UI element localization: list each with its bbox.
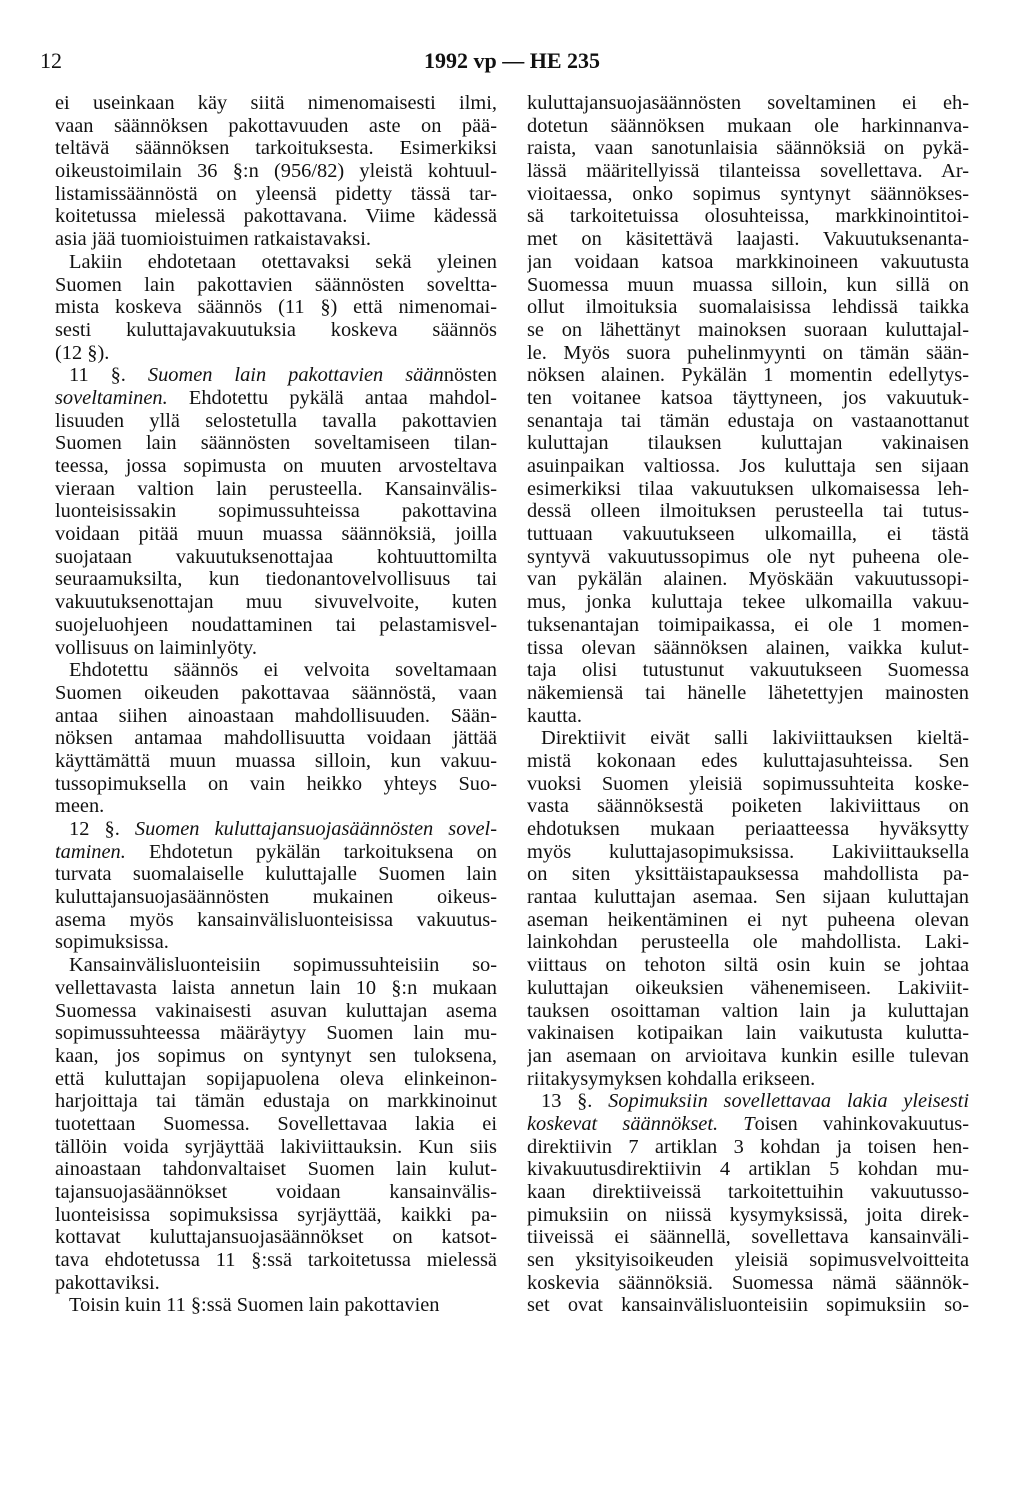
text-line: teltävä säännöksen tarkoituksesta. Esimerkiksi (55, 137, 497, 160)
text-line: vasta säännöksestä poiketen lakiviittaus on (527, 795, 969, 818)
text-line: esimerkiksi tilaa vakuutuksen ulkomaisessa leh- (527, 477, 969, 500)
text-line: vollisuus on laiminlyöty. (55, 636, 258, 659)
text-line: seuraamuksilta, kun tiedonantovelvollisuus tai (55, 568, 497, 591)
text-line: tajansuojasäännökset voidaan kansainvälis- (55, 1181, 497, 1203)
text-line: pakottaviksi. (55, 1271, 160, 1294)
text-line: tiiveissä ei säännellä, sovellettava kansainväli- (527, 1226, 969, 1249)
left-text-column (55, 92, 497, 1317)
text-line: mista koskeva säännös (11 §) että nimenomai- (55, 296, 497, 319)
text-line: aseman heikentäminen ei nyt puheena olevan (527, 908, 969, 931)
text-line: oikeustoimilain 36 §:n (956/82) yleistä kohtuul- (55, 160, 497, 183)
text-line: kaan direktiiveissä tarkoitettuihin vakuutusso- (527, 1181, 969, 1203)
text-line: taja olisi tutustunut vakuutukseen Suomessa (527, 659, 969, 682)
text-line: kuluttajan tilauksen kuluttajan vakinaisen (527, 432, 969, 455)
text-line: Suomen lain pakottavien säännösten soveltta- (55, 273, 497, 296)
right-text-column (527, 92, 969, 1317)
text-line: Suomessa muun muassa silloin, kun sillä on (527, 273, 969, 296)
text-line: myös kuluttajasopimuksissa. Lakiviittauksella (527, 840, 969, 863)
text-line: viittaus on tehoton siltä osin kuin se johtaa (527, 954, 969, 977)
text-line: listamissäännöstä on yleensä pidetty tässä tar- (55, 182, 497, 205)
text-line: koskevia säännöksiä. Suomessa nämä säännök- (527, 1271, 969, 1294)
text-line: suojeluohjeen noudattaminen tai pelastamisvel- (55, 613, 497, 636)
text-line: kaan, jos sopimus on syntynyt sen tuloksena, (55, 1044, 497, 1067)
text-line: antaa siihen ainoastaan mahdollisuuden. Sään- (55, 704, 497, 727)
text-line: kivakuutusdirektiivin 4 artiklan 5 kohdan mu- (527, 1158, 969, 1181)
text-line: Suomen lain säännösten soveltamiseen tilan- (55, 432, 497, 455)
text-line: taminen. Ehdotetun pykälän tarkoituksena on (55, 840, 497, 863)
text-line: ehdotuksen mukaan periaatteessa hyväksytty (527, 818, 969, 840)
text-line: ainoastaan tahdonvaltaiset Suomen lain kulut- (55, 1158, 497, 1181)
text-line: nöksen alainen. Pykälän 1 momentin edellytys- (527, 364, 969, 387)
text-line: mistä kokonaan edes kuluttajasuhteissa. Sen (527, 749, 969, 772)
text-line: vuoksi Suomen yleisiä sopimussuhteita koske- (527, 772, 969, 795)
text-line: tava ehdotetussa 11 §:ssä tarkoitetussa mielessä (55, 1249, 497, 1272)
text-line: on siten yksittäistapauksessa mahdollista pa- (527, 863, 969, 886)
text-line: koskevat säännökset. Toisen vahinkovakuutus- (527, 1112, 969, 1135)
text-line: Direktiivit eivät salli lakiviittauksen kieltä- (541, 727, 969, 750)
text-line: jan asemaan on arvioitava kunkin esille tulevan (527, 1044, 969, 1067)
text-line: (12 §). (55, 341, 110, 364)
text-line: Ehdotettu säännös ei velvoita soveltamaan (69, 659, 497, 682)
text-line: tällöin voida syrjäyttää lakiviittauksin. Kun siis (55, 1135, 497, 1158)
text-line: met on käsitettävä laajasti. Vakuutuksenanta- (527, 228, 969, 251)
text-line: voidaan pitää muun muassa säännöksiä, joilla (55, 523, 497, 546)
text-line: asia jää tuomioistuimen ratkaistavaksi. (55, 228, 371, 251)
text-line: luonteisissakin sopimussuhteissa pakottavina (55, 500, 497, 523)
text-line: kuluttajansuojasäännösten mukainen oikeus- (55, 886, 497, 909)
text-line: ei useinkaan käy siitä nimenomaisesti ilmi, (55, 92, 497, 114)
text-line: jan voidaan katsoa markkinoineen vakuutusta (527, 250, 969, 273)
text-line: meen. (55, 795, 105, 818)
text-line: senantaja tai tämän edustaja on vastaanottanut (527, 409, 969, 432)
text-line: tauksen osoittaman valtion lain ja kuluttajan (527, 999, 969, 1022)
text-line: kottavat kuluttajansuojasäännökset on katsot- (55, 1226, 497, 1249)
text-line: 11 §. Suomen lain pakottavien säännösten (69, 364, 497, 387)
text-line: dessä olleen ilmoituksen perusteella tai tutus- (527, 500, 969, 523)
text-line: koitetussa mielessä pakottavana. Viime kädessä (55, 205, 497, 228)
text-line: dotetun säännöksen mukaan ole harkinnanva- (527, 114, 969, 137)
text-line: vellettavasta laista annetun lain 10 §:n mukaan (55, 976, 497, 999)
text-line: tuksenantajan toimipaikassa, ei ole 1 momen- (527, 613, 969, 636)
text-line: tuotettaan Suomessa. Sovellettavaa lakia ei (55, 1112, 497, 1135)
text-line: set ovat kansainvälisluonteisiin sopimuksiin so- (527, 1294, 969, 1317)
text-line: Toisin kuin 11 §:ssä Suomen lain pakottavien (69, 1294, 440, 1317)
text-line: luonteisissa sopimuksissa syrjäyttää, kaikki pa- (55, 1203, 497, 1226)
text-line: Suomen oikeuden pakottavaa säännöstä, vaan (55, 681, 497, 704)
text-line: turvata suomalaiselle kuluttajalle Suomen lain (55, 863, 497, 886)
text-line: käyttämättä muun muassa silloin, kun vakuu- (55, 749, 497, 772)
text-line: vaan säännöksen pakottavuuden aste on pää- (55, 114, 497, 137)
text-line: sen yksityisoikeuden yleisiä sopimusvelvoitteita (527, 1249, 969, 1272)
running-title: 1992 vp — HE 235 (423, 48, 601, 73)
text-line: lässä määritellyissä tilanteissa sovellettava. Ar- (527, 160, 969, 183)
page-header (0, 48, 1024, 78)
text-line: vieraan valtion lain perusteella. Kansainvälis- (55, 477, 497, 500)
text-line: Suomessa vakinaisesti asuvan kuluttajan asema (55, 999, 497, 1022)
text-line: asuinpaikan valtiossa. Jos kuluttaja sen sijaan (527, 455, 969, 477)
text-line: tussopimuksella on vain heikko yhteys Suo- (55, 772, 497, 795)
text-line: että kuluttajan sopijapuolena oleva elinkeinon- (55, 1067, 497, 1090)
text-line: tissa olevan säännöksen alainen, vaikka kulut- (527, 636, 969, 659)
text-line: se on lähettänyt mainoksen suoraan kuluttajal- (527, 318, 969, 341)
text-line: ten voitanee katsoa täyttyneen, jos vakuutuk- (527, 386, 969, 409)
text-line: vakinaisen kotipaikan lain vaikutusta kulutta- (527, 1022, 969, 1045)
text-line: sä tarkoitetuissa olosuhteissa, markkinointitoi- (527, 205, 969, 228)
text-line: pimuksiin on niissä kysymyksissä, joita direk- (527, 1203, 969, 1226)
text-line: Kansainvälisluonteisiin sopimussuhteisiin so- (69, 954, 497, 977)
text-line: kuluttajan oikeuksien vähenemiseen. Lakiviit- (527, 976, 969, 999)
text-line: vioitaessa, onko sopimus syntynyt säännökses- (527, 182, 969, 205)
text-line: kuluttajansuojasäännösten soveltaminen ei eh- (527, 92, 969, 114)
text-line: lisuuden yllä selostetulla tavalla pakottavien (55, 409, 497, 432)
text-line: vakuutuksenottajan muu sivuvelvoite, kuten (55, 591, 497, 614)
text-line: lainkohdan perusteella ole mahdollista. Laki- (527, 931, 969, 954)
text-line: van pykälän alainen. Myöskään vakuutussopi- (527, 568, 969, 591)
text-line: rantaa kuluttajan asemaa. Sen sijaan kuluttajan (527, 886, 969, 909)
text-line: sopimuksissa. (55, 931, 169, 954)
text-line: teessa, jossa sopimusta on muuten arvosteltava (55, 455, 497, 477)
text-line: riitakysymyksen kohdalla erikseen. (527, 1067, 816, 1090)
text-line: kautta. (527, 704, 582, 727)
page-number: 12 (40, 48, 62, 73)
text-line: mus, jonka kuluttaja tekee ulkomailla vakuu- (527, 591, 969, 614)
text-line: direktiivin 7 artiklan 3 kohdan ja toisen hen- (527, 1135, 969, 1158)
text-line: syntyvä vakuutussopimus ole nyt puheena ole- (527, 545, 969, 568)
text-line: asema myös kansainvälisluonteisissa vakuutus- (55, 908, 497, 931)
text-line: sesti kuluttajavakuutuksia koskeva säännös (55, 318, 497, 341)
text-line: le. Myös suora puhelinmyynti on tämän sään- (527, 341, 969, 364)
text-line: raista, vaan sanotunlaisia säännöksiä on pykä- (527, 137, 969, 160)
text-line: Lakiin ehdotetaan otettavaksi sekä yleinen (69, 250, 497, 273)
text-line: suojataan vakuutuksenottajaa kohtuuttomilta (55, 545, 497, 568)
text-line: sopimussuhteessa määräytyy Suomen lain mu- (55, 1022, 497, 1045)
text-line: tuttuaan vakuutukseen ulkomailla, ei tästä (527, 523, 969, 546)
text-line: nöksen antamaa mahdollisuutta voidaan jättää (55, 727, 497, 750)
text-line: harjoittaja tai tämän edustaja on markkinoinut (55, 1090, 497, 1113)
text-line: 12 §. Suomen kuluttajansuojasäännösten sovel- (69, 818, 497, 840)
text-line: ollut ilmoituksia suomalaisissa lehdissä taikka (527, 296, 969, 319)
text-line: näkemiensä tai hänelle lähetettyjen mainosten (527, 681, 969, 704)
text-line: soveltaminen. Ehdotettu pykälä antaa mahdol- (55, 386, 497, 409)
text-line: 13 §. Sopimuksiin sovellettavaa lakia yleisesti (541, 1090, 969, 1113)
